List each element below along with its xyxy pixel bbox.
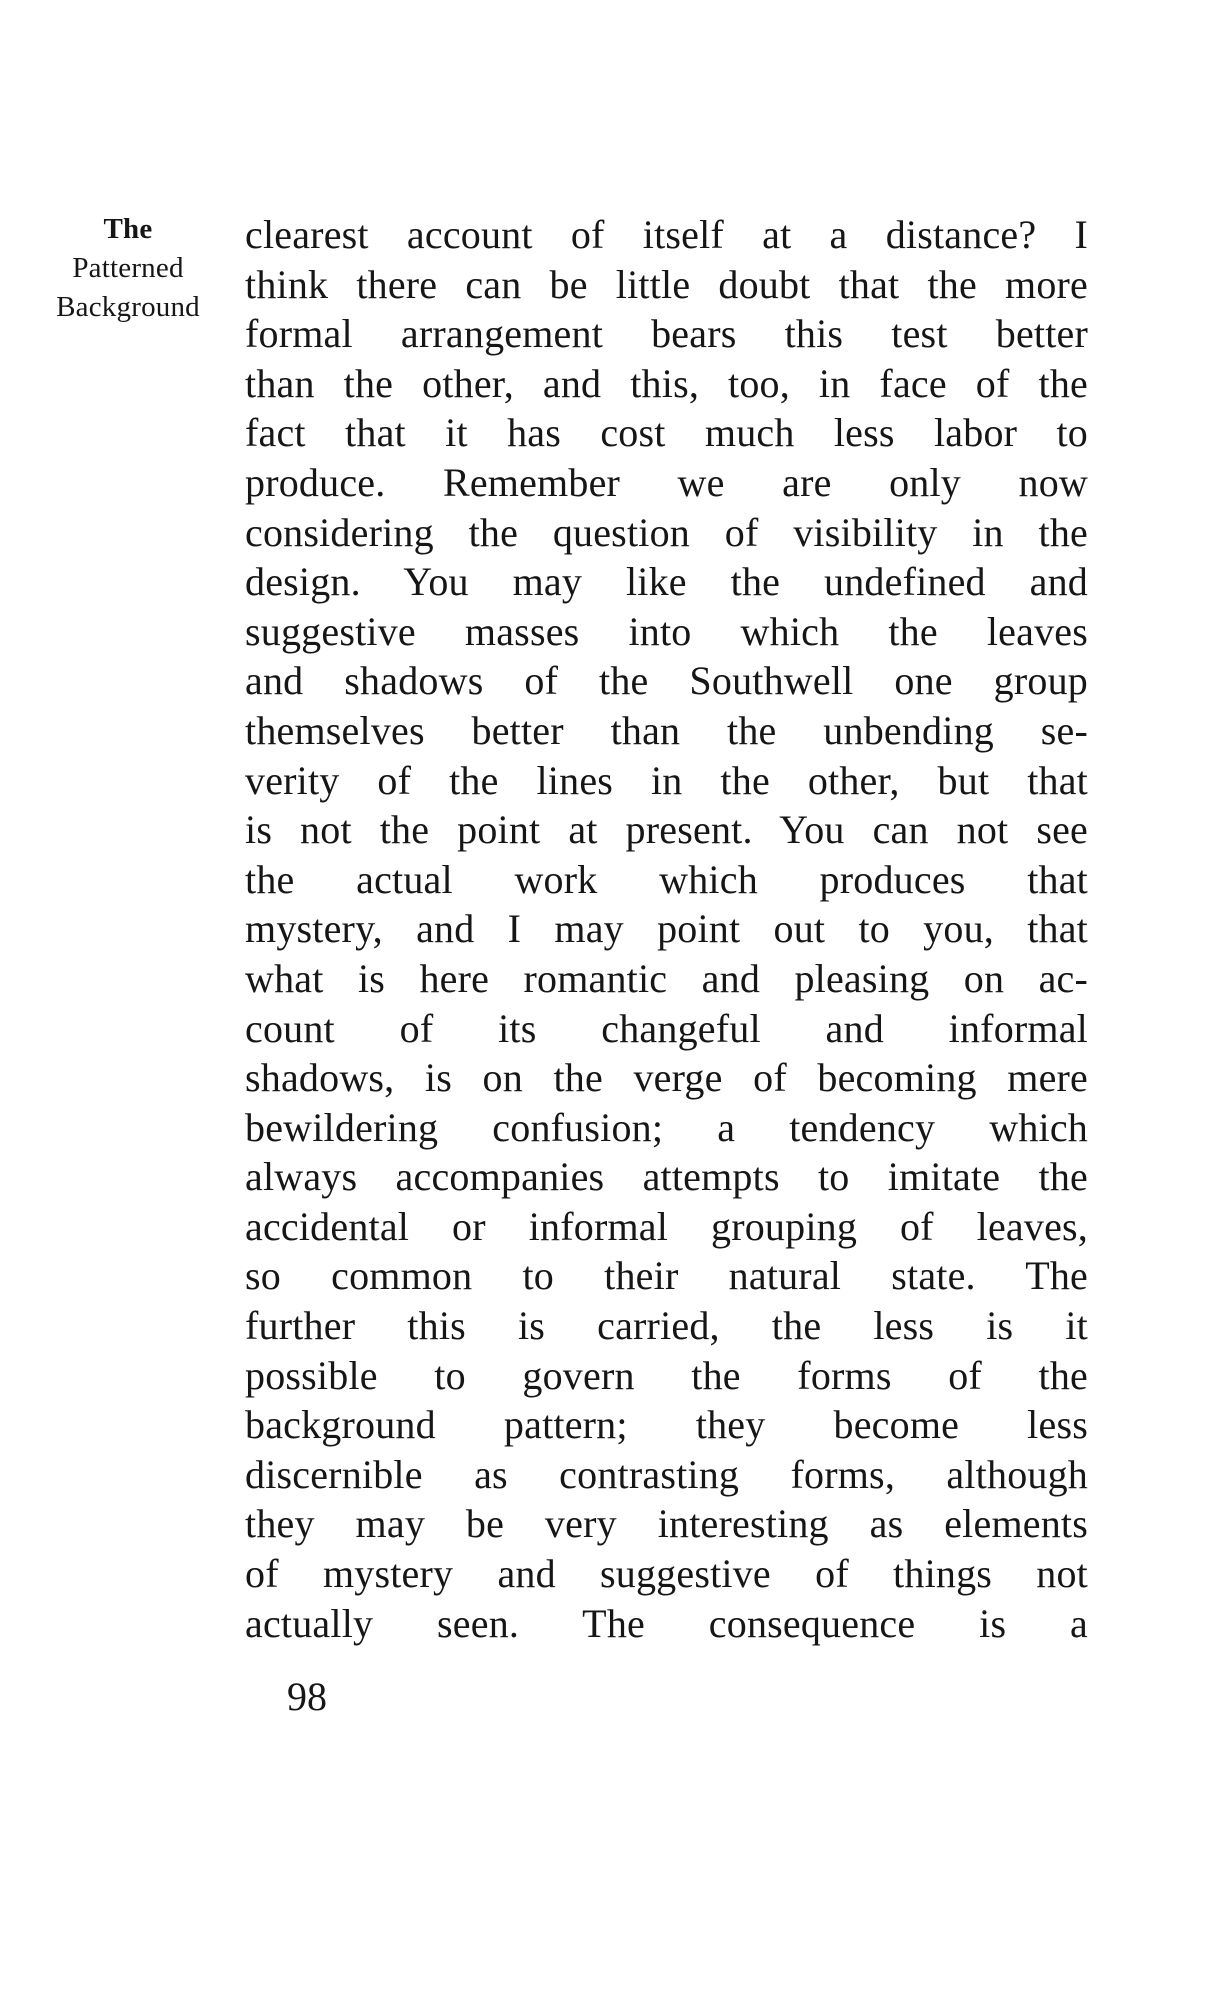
- text-line: suggestive masses into which the leaves: [245, 608, 1088, 654]
- side-heading-line-2: Patterned: [72, 252, 184, 284]
- text-line: themselves better than the unbending se-: [245, 707, 1088, 753]
- text-line: bewildering confusion; a tendency which: [245, 1104, 1088, 1150]
- side-heading-line-1: The: [103, 213, 153, 245]
- text-line: design. You may like the undefined and: [245, 559, 1088, 605]
- text-line: fact that it has cost much less labor to: [245, 410, 1088, 456]
- text-line: produce. Remember we are only now: [245, 459, 1088, 505]
- text-line: clearest account of itself at a distance? I: [245, 212, 1088, 257]
- text-line: formal arrangement bears this test better: [245, 311, 1088, 357]
- text-line: background pattern; they become less: [245, 1402, 1088, 1448]
- text-line: count of its changeful and informal: [245, 1005, 1088, 1051]
- text-line: and shadows of the Southwell one group: [245, 658, 1088, 704]
- text-line: than the other, and this, too, in face of the: [245, 360, 1088, 406]
- text-line: of mystery and suggestive of things not: [245, 1551, 1088, 1597]
- text-line: is not the point at present. You can not see: [245, 807, 1088, 853]
- page-number: 98: [287, 1674, 327, 1719]
- text-line: the actual work which produces that: [245, 856, 1088, 902]
- text-line: actually seen. The consequence is a: [245, 1600, 1088, 1646]
- text-line: possible to govern the forms of the: [245, 1352, 1088, 1398]
- text-line: think there can be little doubt that the more: [245, 261, 1088, 307]
- text-line: further this is carried, the less is it: [245, 1303, 1088, 1349]
- text-line: considering the question of visibility in the: [245, 509, 1088, 555]
- text-line: mystery, and I may point out to you, that: [245, 906, 1088, 952]
- text-line: accidental or informal grouping of leaves,: [245, 1203, 1088, 1249]
- text-line: verity of the lines in the other, but that: [245, 757, 1088, 803]
- text-line: so common to their natural state. The: [245, 1253, 1088, 1299]
- text-line: discernible as contrasting forms, although: [245, 1451, 1088, 1497]
- text-line: always accompanies attempts to imitate the: [245, 1154, 1088, 1200]
- text-line: they may be very interesting as elements: [245, 1501, 1088, 1547]
- side-heading: [38, 210, 218, 327]
- side-heading-line-3: Background: [56, 291, 200, 323]
- text-line: what is here romantic and pleasing on ac-: [245, 955, 1088, 1001]
- body-paragraph: [245, 210, 1088, 1648]
- text-line: shadows, is on the verge of becoming mere: [245, 1055, 1088, 1101]
